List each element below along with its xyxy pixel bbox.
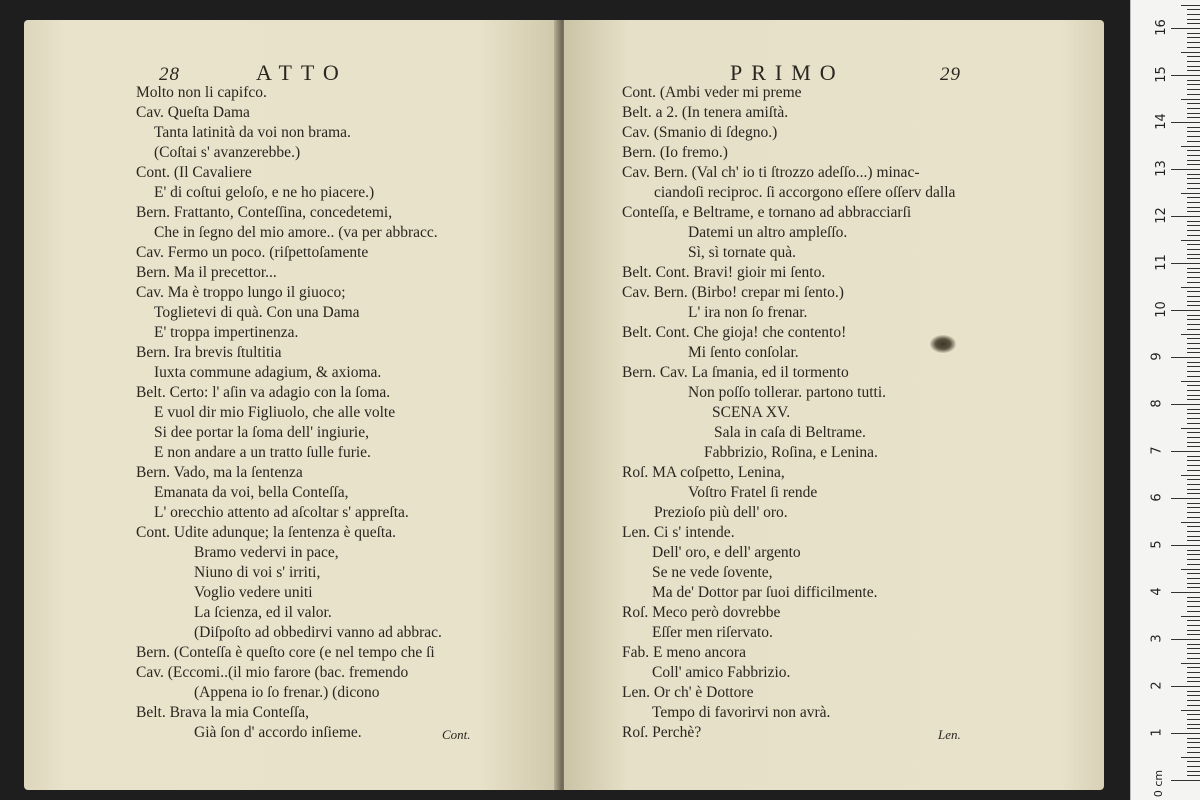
ruler-tick <box>1171 780 1200 781</box>
right-line: Sala in caſa di Beltrame. <box>714 424 866 441</box>
ruler-tick <box>1181 710 1200 711</box>
left-line: Bern. Ma il precettor... <box>136 264 277 281</box>
ruler-tick <box>1187 479 1200 480</box>
ruler-tick <box>1187 465 1200 466</box>
ruler-tick <box>1187 573 1200 574</box>
left-line: Già ſon d' accordo inſieme. <box>194 724 362 741</box>
right-line: Mi ſento conſolar. <box>688 344 799 361</box>
ruler-tick <box>1181 381 1200 382</box>
ruler-tick <box>1171 75 1200 76</box>
ruler-tick <box>1187 630 1200 631</box>
ruler-tick <box>1187 634 1200 635</box>
left-line: (Coſtai s' avanzerebbe.) <box>154 144 301 161</box>
ruler-tick <box>1187 244 1200 245</box>
right-line: Cav. Bern. (Birbo! crepar mi ſento.) <box>622 284 844 301</box>
ruler-number: 14 <box>1153 113 1169 130</box>
ruler-tick <box>1187 150 1200 151</box>
ruler-tick <box>1187 282 1200 283</box>
ruler-number: 11 <box>1153 254 1169 271</box>
left-line: Cav. Queſta Dama <box>136 104 250 121</box>
ruler-tick <box>1171 310 1200 311</box>
right-line: Fabbrizio, Roſina, e Lenina. <box>704 444 878 461</box>
ruler-tick <box>1187 343 1200 344</box>
ruler-tick <box>1187 230 1200 231</box>
ruler-tick <box>1187 390 1200 391</box>
ruler-tick <box>1187 691 1200 692</box>
ruler-tick <box>1171 263 1200 264</box>
ruler-tick <box>1187 47 1200 48</box>
ruler-tick <box>1187 399 1200 400</box>
ruler-tick <box>1171 122 1200 123</box>
left-line: Voglio vedere uniti <box>194 584 313 601</box>
ruler-number: 16 <box>1153 19 1169 36</box>
ruler-tick <box>1187 564 1200 565</box>
ruler-tick <box>1187 315 1200 316</box>
right-line: Datemi un altro ampleſſo. <box>688 224 848 241</box>
ruler-number: 9 <box>1149 352 1165 361</box>
ruler-tick <box>1187 578 1200 579</box>
ruler-tick <box>1187 70 1200 71</box>
right-line: Belt. a 2. (In tenera amiſtà. <box>622 104 789 121</box>
ruler-tick <box>1187 249 1200 250</box>
left-line: Cont. Udite adunque; la ſentenza è queſta. <box>136 524 396 541</box>
right-line: Bern. Cav. La ſmania, ed il tormento <box>622 364 849 381</box>
ruler-tick <box>1187 667 1200 668</box>
ruler-tick <box>1187 644 1200 645</box>
ruler-tick <box>1171 216 1200 217</box>
open-book <box>24 20 1104 790</box>
ruler-tick <box>1187 705 1200 706</box>
left-line: Si dee portar la ſoma dell' ingiurie, <box>154 424 369 441</box>
ruler-tick <box>1181 569 1200 570</box>
left-line: E non andare a un tratto ſulle furie. <box>154 444 371 461</box>
right-line: Roſ. Perchè? <box>622 724 702 741</box>
ruler-tick <box>1181 287 1200 288</box>
ruler-tick <box>1187 554 1200 555</box>
ruler-number: 3 <box>1149 634 1165 643</box>
left-line: (Appena io ſo frenar.) (dicono <box>194 684 380 701</box>
ruler-tick <box>1171 451 1200 452</box>
ruler-tick <box>1187 66 1200 67</box>
right-line: Cont. (Ambi veder mi preme <box>622 84 802 101</box>
right-line: Voſtro Fratel ſi rende <box>688 484 818 501</box>
ruler-tick <box>1187 413 1200 414</box>
ruler-tick <box>1181 52 1200 53</box>
ruler-tick <box>1187 277 1200 278</box>
left-line: Cav. Ma è troppo lungo il giuoco; <box>136 284 346 301</box>
ruler-tick <box>1187 23 1200 24</box>
ruler-tick <box>1187 493 1200 494</box>
ruler-tick <box>1187 446 1200 447</box>
ruler-tick <box>1181 616 1200 617</box>
ruler-tick <box>1187 653 1200 654</box>
ruler-tick <box>1187 258 1200 259</box>
right-line: L' ira non ſo frenar. <box>688 304 808 321</box>
ruler-tick <box>1187 362 1200 363</box>
ruler-tick <box>1181 193 1200 194</box>
ruler-tick <box>1187 385 1200 386</box>
ruler-tick <box>1187 738 1200 739</box>
ruler-tick <box>1171 639 1200 640</box>
ruler-number: 7 <box>1149 446 1165 455</box>
left-line: Bern. Frattanto, Conteſſina, concedetemi, <box>136 204 393 221</box>
ruler-tick <box>1187 305 1200 306</box>
left-line: E vuol dir mio Figliuolo, che alle volte <box>154 404 396 421</box>
measuring-ruler <box>1130 0 1200 800</box>
ruler-tick <box>1187 714 1200 715</box>
ruler-tick <box>1187 42 1200 43</box>
right-line: Dell' oro, e dell' argento <box>652 544 801 561</box>
ruler-tick <box>1187 254 1200 255</box>
ruler-tick <box>1187 766 1200 767</box>
ruler-tick <box>1187 648 1200 649</box>
right-line: ciandoſi reciproc. ſi accorgono eſſere oſſerv dalla <box>654 184 956 201</box>
ruler-tick <box>1187 719 1200 720</box>
ruler-tick <box>1187 155 1200 156</box>
right-line: Se ne vede ſovente, <box>652 564 773 581</box>
left-line: Bern. Ira brevis ſtultitia <box>136 344 282 361</box>
ruler-tick <box>1187 160 1200 161</box>
ruler-tick <box>1187 178 1200 179</box>
ruler-tick <box>1187 470 1200 471</box>
ruler-tick <box>1187 37 1200 38</box>
ruler-tick <box>1187 136 1200 137</box>
ruler-number: 6 <box>1149 493 1165 502</box>
ruler-tick <box>1187 437 1200 438</box>
ruler-tick <box>1187 517 1200 518</box>
ruler-tick <box>1187 272 1200 273</box>
ruler-tick <box>1171 592 1200 593</box>
ruler-tick <box>1187 489 1200 490</box>
ruler-tick <box>1171 28 1200 29</box>
ruler-tick <box>1187 526 1200 527</box>
right-line: Len. Ci s' intende. <box>622 524 735 541</box>
left-line: Belt. Brava la mia Conteſſa, <box>136 704 310 721</box>
right-line: Bern. (Io fremo.) <box>622 144 728 161</box>
ruler-tick <box>1187 442 1200 443</box>
ruler-tick <box>1187 395 1200 396</box>
ruler-tick <box>1187 108 1200 109</box>
left-line: Che in ſegno del mio amore.. (va per abbracc. <box>154 224 438 241</box>
ruler-tick <box>1187 512 1200 513</box>
ruler-tick <box>1171 733 1200 734</box>
left-line: Niuno di voi s' irriti, <box>194 564 321 581</box>
right-line: Sì, sì tornate quà. <box>688 244 797 261</box>
ruler-tick <box>1171 545 1200 546</box>
left-line: Iuxta commune adagium, & axioma. <box>154 364 382 381</box>
left-line: Cav. (Eccomi..(il mio farore (bac. fremendo <box>136 664 409 681</box>
ruler-tick <box>1187 19 1200 20</box>
ruler-tick <box>1187 432 1200 433</box>
ruler-tick <box>1187 752 1200 753</box>
left-line: Tanta latinità da voi non brama. <box>154 124 351 141</box>
left-line: Cav. Fermo un poco. (riſpettoſamente <box>136 244 369 261</box>
ruler-tick <box>1187 183 1200 184</box>
left-line: Bramo vedervi in pace, <box>194 544 339 561</box>
left-page <box>24 20 560 790</box>
ruler-tick <box>1187 700 1200 701</box>
right-line: Prezioſo più dell' oro. <box>654 504 788 521</box>
ruler-tick <box>1187 587 1200 588</box>
ruler-number: 15 <box>1153 66 1169 83</box>
ruler-number: 5 <box>1149 540 1165 549</box>
ruler-tick <box>1187 583 1200 584</box>
ruler-tick <box>1187 460 1200 461</box>
running-header-left: ATTO <box>256 60 348 85</box>
ruler-tick <box>1187 742 1200 743</box>
ruler-tick <box>1187 672 1200 673</box>
ruler-tick <box>1187 127 1200 128</box>
ruler-tick <box>1187 80 1200 81</box>
ruler-tick <box>1187 423 1200 424</box>
ruler-tick <box>1187 366 1200 367</box>
left-line: Toglietevi di quà. Con una Dama <box>154 304 360 321</box>
ruler-tick <box>1171 357 1200 358</box>
ruler-tick <box>1181 240 1200 241</box>
right-line: Tempo di favorirvi non avrà. <box>652 704 831 721</box>
ink-stain <box>930 335 956 353</box>
ruler-tick <box>1187 677 1200 678</box>
ruler-tick <box>1187 724 1200 725</box>
ruler-tick <box>1187 503 1200 504</box>
ruler-tick <box>1187 550 1200 551</box>
ruler-tick <box>1187 695 1200 696</box>
left-line: E' troppa impertinenza. <box>154 324 299 341</box>
ruler-tick <box>1187 296 1200 297</box>
ruler-tick <box>1187 409 1200 410</box>
left-line: L' orecchio attento ad aſcoltar s' appreſta. <box>154 504 409 521</box>
ruler-tick <box>1187 625 1200 626</box>
ruler-tick <box>1187 301 1200 302</box>
right-line: Conteſſa, e Beltrame, e tornano ad abbracciarſi <box>622 204 912 221</box>
right-line: SCENA XV. <box>712 404 791 421</box>
ruler-tick <box>1187 207 1200 208</box>
right-line: Len. Or ch' è Dottore <box>622 684 754 701</box>
ruler-tick <box>1187 456 1200 457</box>
right-line: Roſ. Meco però dovrebbe <box>622 604 781 621</box>
right-line: Belt. Cont. Che gioja! che contento! <box>622 324 847 341</box>
right-line: Coll' amico Fabbrizio. <box>652 664 791 681</box>
ruler-tick <box>1187 56 1200 57</box>
ruler-tick <box>1187 601 1200 602</box>
ruler-tick <box>1171 169 1200 170</box>
ruler-tick <box>1187 371 1200 372</box>
ruler-tick <box>1171 686 1200 687</box>
ruler-tick <box>1187 540 1200 541</box>
ruler-number: 12 <box>1153 207 1169 224</box>
ruler-tick <box>1187 536 1200 537</box>
left-line: Molto non li capifco. <box>136 84 267 101</box>
ruler-number: 1 <box>1149 728 1165 737</box>
ruler-tick <box>1187 329 1200 330</box>
right-line: Belt. Cont. Bravi! gioir mi ſento. <box>622 264 826 281</box>
ruler-tick <box>1181 146 1200 147</box>
ruler-tick <box>1187 221 1200 222</box>
ruler-tick <box>1181 522 1200 523</box>
ruler-tick <box>1187 202 1200 203</box>
ruler-number: 4 <box>1149 587 1165 596</box>
ruler-number: 2 <box>1149 681 1165 690</box>
ruler-tick <box>1187 94 1200 95</box>
left-line: E' di coſtui geloſo, e ne ho piacere.) <box>154 184 375 201</box>
ruler-tick <box>1187 761 1200 762</box>
right-line: Fab. E meno ancora <box>622 644 746 661</box>
ruler-tick <box>1187 141 1200 142</box>
ruler-tick <box>1187 197 1200 198</box>
running-header-right: PRIMO <box>730 60 845 85</box>
ruler-tick <box>1187 352 1200 353</box>
left-line: Cont. (Il Cavaliere <box>136 164 252 181</box>
ruler-tick <box>1187 89 1200 90</box>
ruler-number: 10 <box>1153 301 1169 318</box>
ruler-tick <box>1187 681 1200 682</box>
ruler-tick <box>1187 418 1200 419</box>
ruler-tick <box>1187 103 1200 104</box>
ruler-tick <box>1187 338 1200 339</box>
right-line: Eſſer men riſervato. <box>652 624 773 641</box>
ruler-tick <box>1187 728 1200 729</box>
right-page <box>564 20 1104 790</box>
page-number-right: 29 <box>940 64 961 85</box>
ruler-tick <box>1187 606 1200 607</box>
ruler-tick <box>1187 775 1200 776</box>
ruler-tick <box>1187 348 1200 349</box>
ruler-tick <box>1187 164 1200 165</box>
ruler-tick <box>1187 131 1200 132</box>
ruler-tick <box>1187 620 1200 621</box>
ruler-tick <box>1187 211 1200 212</box>
ruler-tick <box>1187 188 1200 189</box>
catchword-left: Cont. <box>442 727 471 742</box>
ruler-tick <box>1187 658 1200 659</box>
right-line: Ma de' Dottor par ſuoi difficilmente. <box>652 584 878 601</box>
ruler-tick <box>1187 324 1200 325</box>
ruler-tick <box>1187 531 1200 532</box>
ruler-tick <box>1187 61 1200 62</box>
ruler-tick <box>1187 559 1200 560</box>
ruler-tick <box>1187 113 1200 114</box>
left-line: Emanata da voi, bella Conteſſa, <box>154 484 349 501</box>
left-line: Bern. Vado, ma la ſentenza <box>136 464 303 481</box>
ruler-tick <box>1187 771 1200 772</box>
right-line: Cav. (Smanio di ſdegno.) <box>622 124 778 141</box>
left-line: La ſcienza, ed il valor. <box>194 604 332 621</box>
ruler-tick <box>1187 84 1200 85</box>
ruler-tick <box>1187 174 1200 175</box>
ruler-tick <box>1187 268 1200 269</box>
ruler-tick <box>1187 33 1200 34</box>
ruler-tick <box>1187 225 1200 226</box>
ruler-tick <box>1187 235 1200 236</box>
ruler-tick <box>1187 507 1200 508</box>
right-line: Non poſſo tollerar. partono tutti. <box>688 384 887 401</box>
ruler-tick <box>1187 611 1200 612</box>
ruler-tick <box>1187 597 1200 598</box>
ruler-tick <box>1187 747 1200 748</box>
right-line: Roſ. MA coſpetto, Lenina, <box>622 464 785 481</box>
ruler-tick <box>1187 14 1200 15</box>
ruler-tick <box>1187 291 1200 292</box>
ruler-number: 13 <box>1153 160 1169 177</box>
ruler-unit-label: 0 cm <box>1152 769 1166 798</box>
ruler-tick <box>1181 99 1200 100</box>
ruler-tick <box>1187 117 1200 118</box>
ruler-tick <box>1181 5 1200 6</box>
left-line: Belt. Certo: l' aſin va adagio con la ſoma. <box>136 384 391 401</box>
ruler-tick <box>1187 376 1200 377</box>
ruler-tick <box>1187 319 1200 320</box>
ruler-tick <box>1171 404 1200 405</box>
ruler-tick <box>1187 9 1200 10</box>
ruler-tick <box>1181 428 1200 429</box>
ruler-tick <box>1187 484 1200 485</box>
right-line: Cav. Bern. (Val ch' io ti ſtrozzo adeſſo...) minac- <box>622 164 920 181</box>
ruler-tick <box>1181 475 1200 476</box>
catchword-right: Len. <box>938 727 961 742</box>
left-line: (Diſpoſto ad obbedirvi vanno ad abbrac. <box>194 624 442 641</box>
left-line: Bern. (Conteſſa è queſto core (e nel tempo che ſi <box>136 644 435 661</box>
page-number-left: 28 <box>159 64 180 85</box>
ruler-number: 8 <box>1149 399 1165 408</box>
ruler-tick <box>1181 663 1200 664</box>
ruler-tick <box>1171 498 1200 499</box>
ruler-tick <box>1181 757 1200 758</box>
ruler-tick <box>1181 334 1200 335</box>
